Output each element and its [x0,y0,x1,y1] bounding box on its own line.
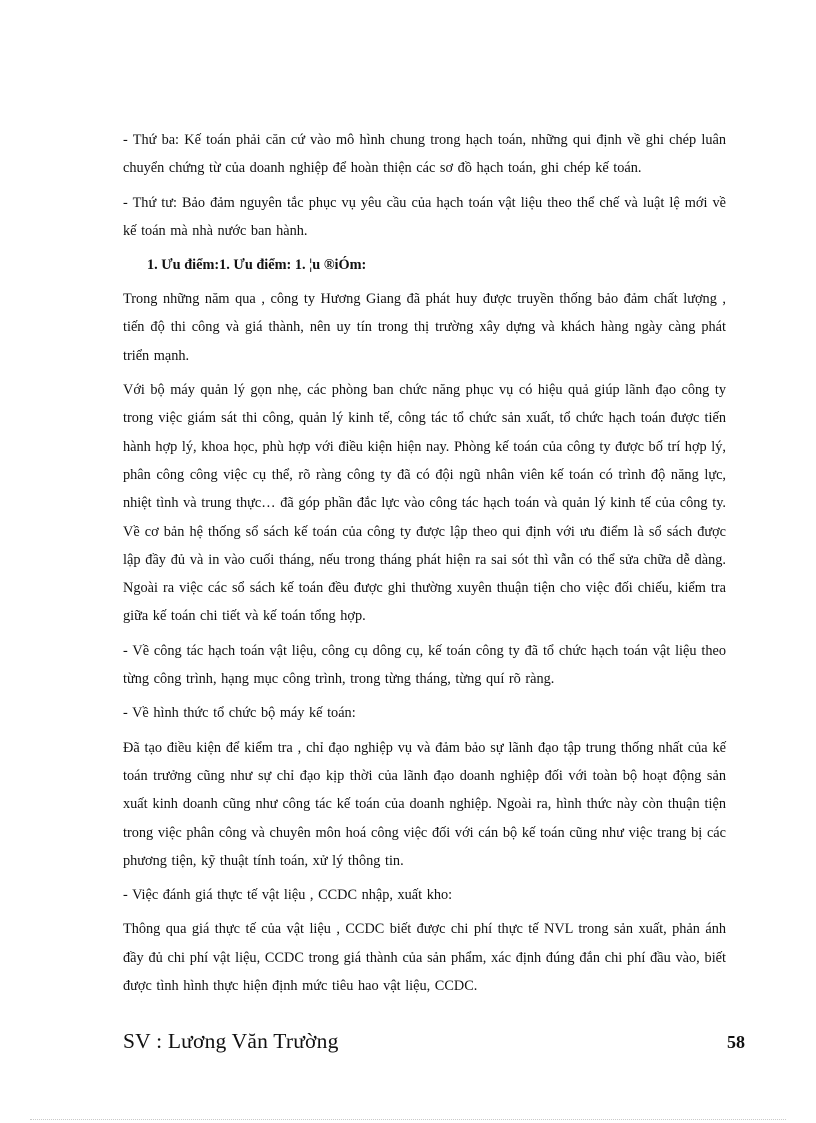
paragraph-body: Thông qua giá thực tế của vật liệu , CCDC biết được chi phí thực tế NVL trong sản xuất, phản ánh đầy đủ chi phí vật liệu, CCDC trong giá thành của sản phẩm, xác định đúng đắn chi phí đầu vào, biết được tình hình thực hiện định mức tiêu hao vật liệu, CCDC. [123,921,726,995]
section-heading-uu-diem: 1. Ưu điểm:1. Ưu điểm: 1. ¦u ®iÓm: [147,257,367,274]
paragraph-body: Với bộ máy quản lý gọn nhẹ, các phòng ban chức năng phục vụ có hiệu quả giúp lãnh đạo công ty trong việc giám sát thi công, quản lý kinh tế, công tác tổ chức sản xuất, tổ chức hạch toán được tiến hành hợp lý, khoa học, phù hợp với điều kiện hiện nay. Phòng kế toán của công ty được bố trí hợp lý, phân công công việc cụ thể, rõ ràng công ty đã có đội ngũ nhân viên kế toán có trình độ năng lực, nhiệt tình và trung thực… đã góp phần đắc lực vào công tác hạch toán và quản lý kinh tế của công ty. Về cơ bản hệ thống sổ sách kế toán của công ty được lập theo qui định với ưu điểm là sổ sách được lập đầy đủ và in vào cuối tháng, nếu trong tháng phát hiện ra sai sót thì vẫn có thể sửa chữa dễ dàng. Ngoài ra việc các sổ sách kế toán đều được ghi thường xuyên thuận tiện cho việc đối chiếu, kiểm tra giữa kế toán chi tiết và kế toán tổng hợp. [123,382,726,625]
paragraph-body: - Việc đánh giá thực tế vật liệu , CCDC nhập, xuất kho: [123,887,453,904]
paragraph-body: - Về công tác hạch toán vật liệu, công cụ dông cụ, kế toán công ty đã tổ chức hạch toán vật liệu theo từng công trình, hạng mục công trình, trong từng tháng, từng quí rõ ràng. [123,642,726,688]
paragraph-thu-tu: - Thứ tư: Bảo đảm nguyên tắc phục vụ yêu cầu của hạch toán vật liệu theo thể chế và luật lệ mới về kế toán mà nhà nước ban hành. [123,194,726,239]
paragraph-thu-ba: - Thứ ba: Kế toán phải căn cứ vào mô hình chung trong hạch toán, những qui định về ghi chép luân chuyển chứng từ của doanh nghiệp để hoàn thiện các sơ đồ hạch toán, ghi chép kế toán. [123,132,726,177]
paragraph-body: Đã tạo điều kiện để kiểm tra , chỉ đạo nghiệp vụ và đảm bảo sự lãnh đạo tập trung thống nhất của kế toán trưởng cũng như sự chỉ đạo kịp thời của lãnh đạo doanh nghiệp đối với toàn bộ hoạt động sản xuất kinh doanh cũng như công tác kế toán của doanh nghiệp. Ngoài ra, hình thức này còn thuận tiện trong việc phân công và chuyên môn hoá công việc đối với cán bộ kế toán cũng như việc trang bị các phương tiện, kỹ thuật tính toán, xử lý thông tin. [123,739,726,869]
document-body [123,126,726,1000]
paragraph-body: Trong những năm qua , công ty Hương Giang đã phát huy được truyền thống bảo đảm chất lượng , tiến độ thi công và giá thành, nên uy tín trong thị trường xây dựng và khách hàng ngày càng phát triển mạnh. [123,291,726,364]
page-bottom-divider [30,1119,786,1120]
paragraph-body: - Về hình thức tổ chức bộ máy kế toán: [123,705,356,722]
footer-author: SV : Lương Văn Trường [123,1029,339,1053]
page-number: 58 [727,1032,745,1052]
